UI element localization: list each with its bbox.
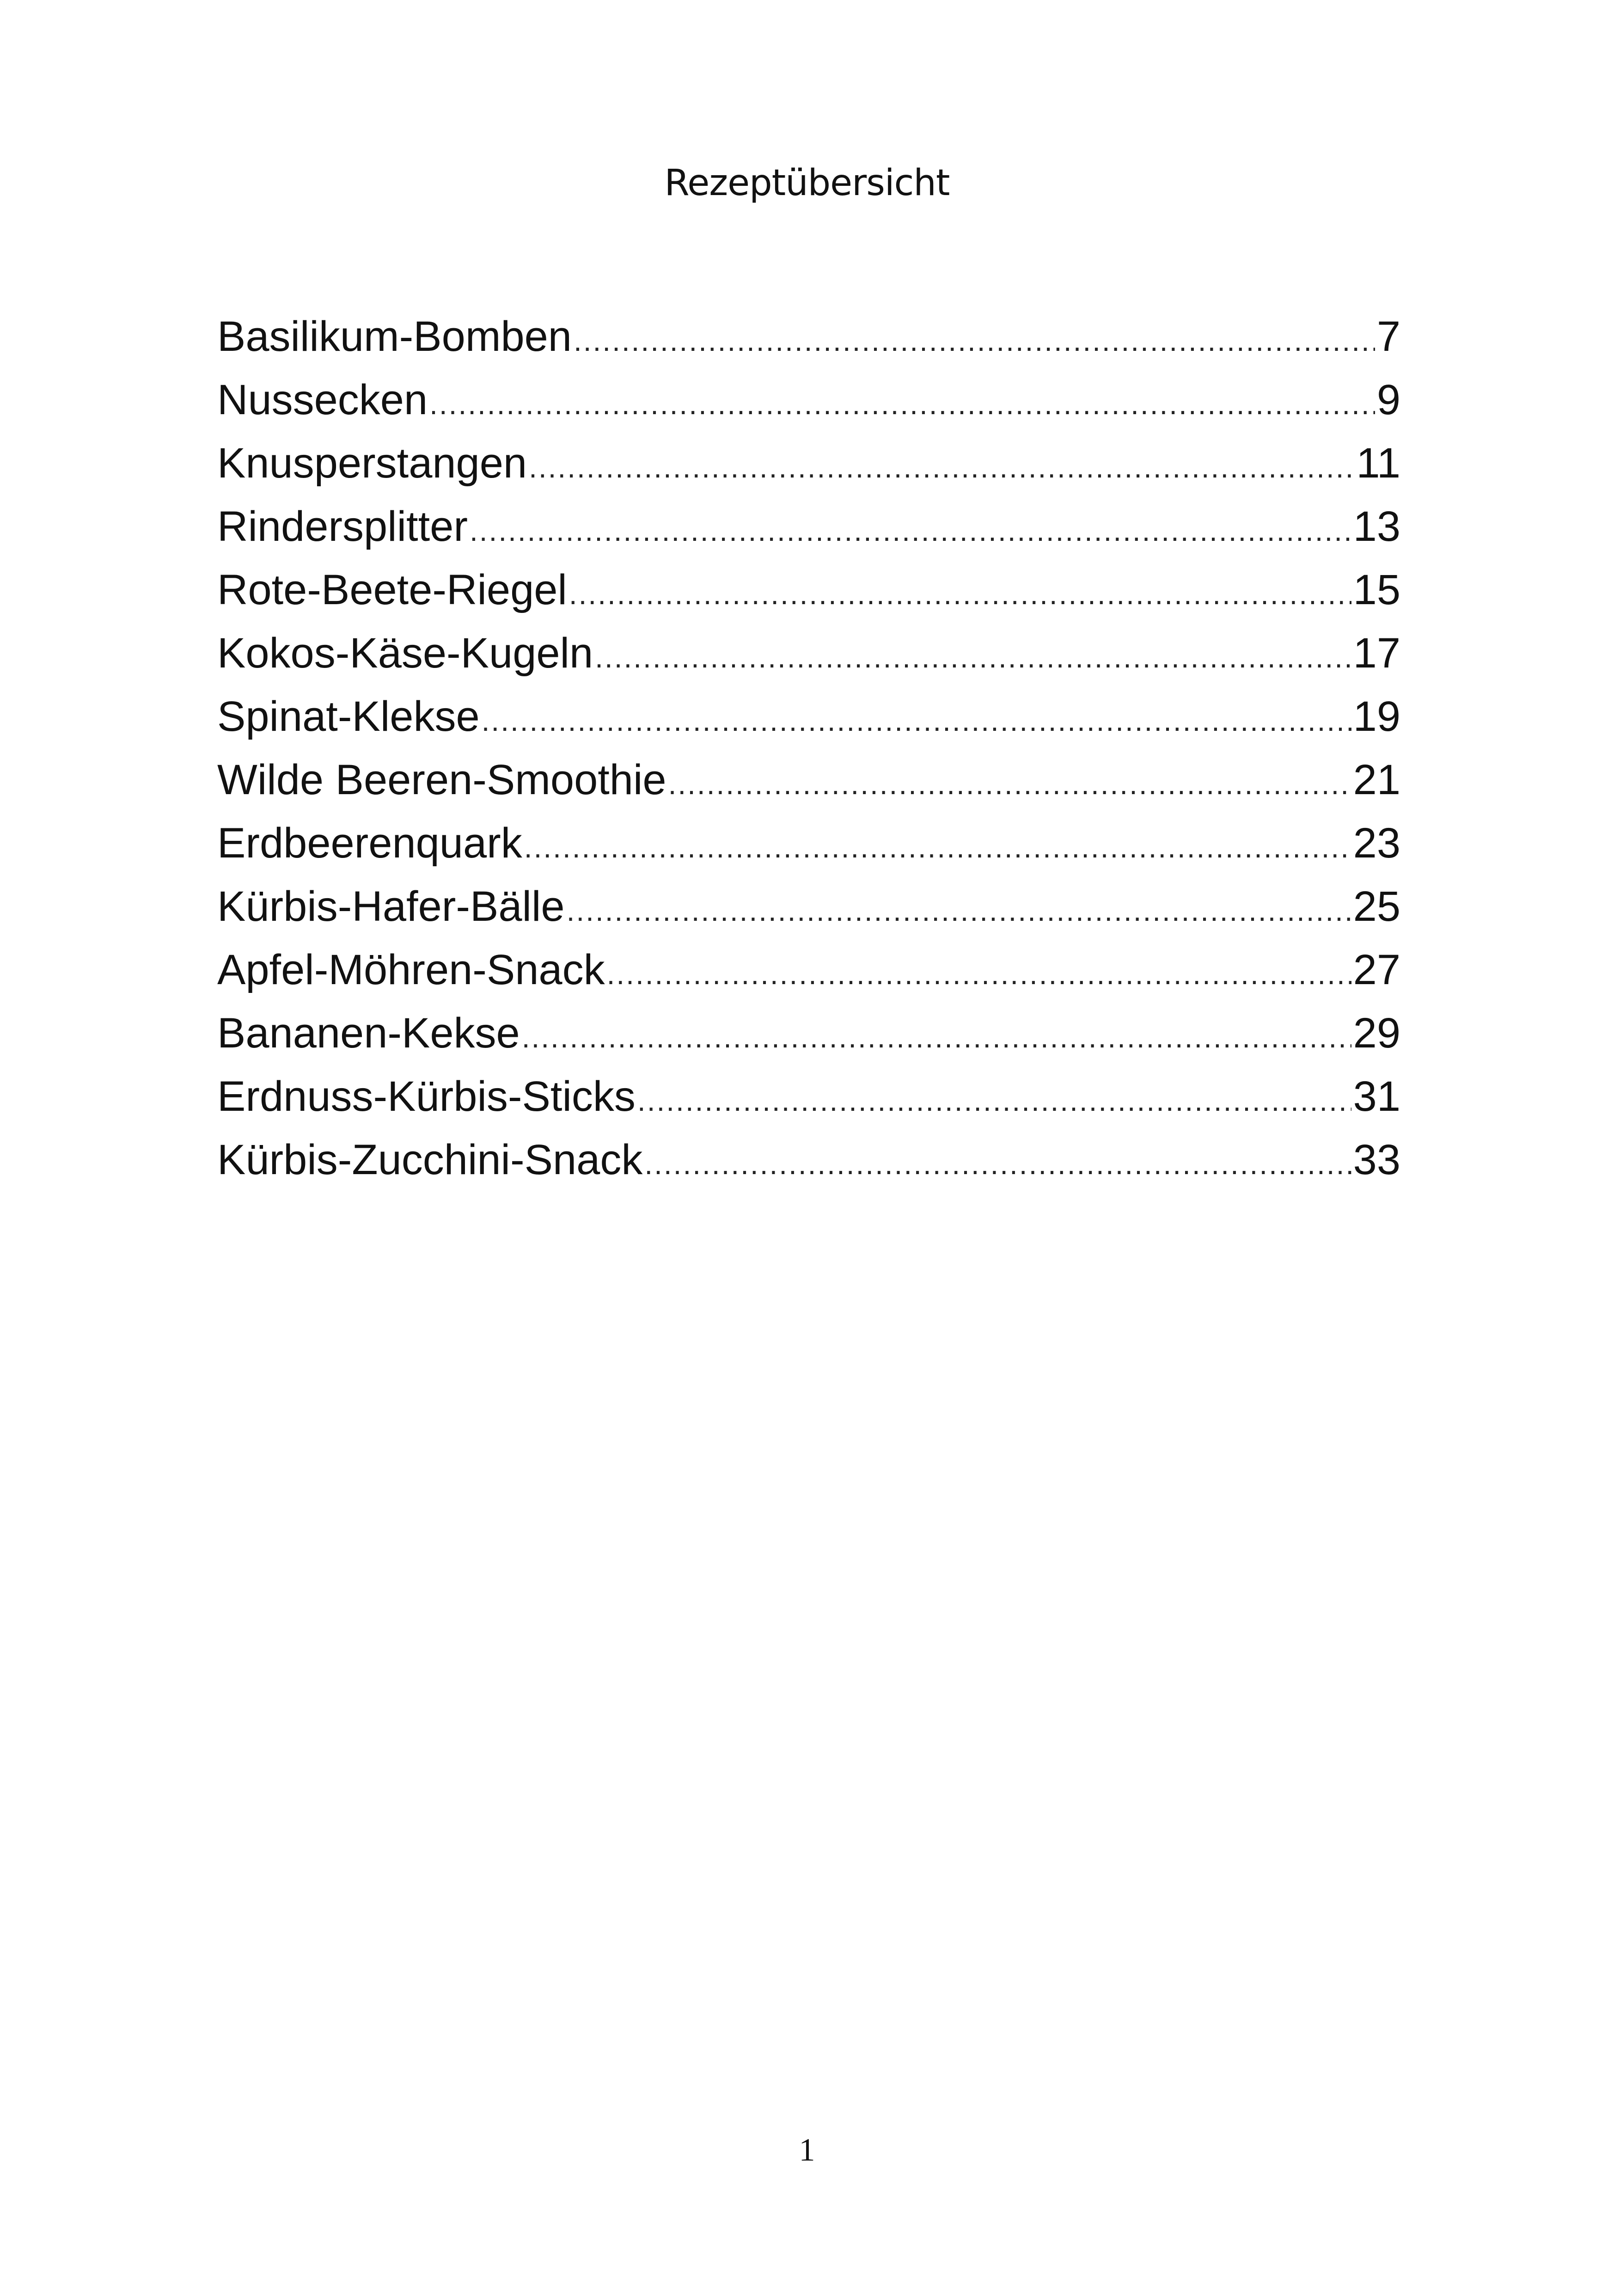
toc-dot-leader xyxy=(482,689,1351,748)
toc-entry xyxy=(217,622,1400,685)
table-of-contents xyxy=(217,305,1400,1192)
toc-entry-title: Erdnuss-Kürbis-Sticks xyxy=(217,1073,636,1120)
toc-entry-page: 27 xyxy=(1353,946,1400,993)
toc-dot-leader xyxy=(644,1133,1351,1192)
toc-dot-leader xyxy=(470,499,1351,558)
toc-entry-title: Rindersplitter xyxy=(217,503,468,550)
toc-dot-leader xyxy=(524,816,1351,875)
toc-entry xyxy=(217,748,1400,812)
toc-entry-page: 19 xyxy=(1353,693,1400,740)
toc-entry-page: 31 xyxy=(1353,1073,1400,1120)
toc-entry-title: Basilikum-Bomben xyxy=(217,313,572,360)
toc-entry-page: 17 xyxy=(1353,630,1400,677)
toc-entry-title: Nussecken xyxy=(217,376,428,423)
toc-entry xyxy=(217,812,1400,875)
toc-entry-page: 15 xyxy=(1353,566,1400,613)
toc-dot-leader xyxy=(637,1069,1351,1128)
toc-entry xyxy=(217,1002,1400,1065)
toc-entry xyxy=(217,1065,1400,1128)
toc-entry xyxy=(217,685,1400,748)
toc-entry xyxy=(217,1128,1400,1192)
toc-entry-page: 11 xyxy=(1356,440,1400,487)
page-title: Rezeptübersicht xyxy=(664,162,950,204)
toc-entry-page: 9 xyxy=(1376,376,1400,423)
toc-dot-leader xyxy=(522,1006,1351,1065)
toc-entry-title: Knusperstangen xyxy=(217,440,527,487)
toc-dot-leader xyxy=(574,309,1375,368)
toc-entry-page: 13 xyxy=(1353,503,1400,550)
toc-entry xyxy=(217,938,1400,1002)
toc-entry xyxy=(217,368,1400,432)
toc-entry-title: Spinat-Klekse xyxy=(217,693,480,740)
toc-entry-title: Kokos-Käse-Kugeln xyxy=(217,630,593,677)
toc-dot-leader xyxy=(595,626,1351,685)
toc-entry-page: 25 xyxy=(1353,883,1400,930)
toc-entry-title: Wilde Beeren-Smoothie xyxy=(217,756,666,803)
toc-dot-leader xyxy=(429,373,1375,432)
toc-entry-title: Kürbis-Zucchini-Snack xyxy=(217,1136,643,1183)
toc-entry xyxy=(217,875,1400,938)
toc-entry xyxy=(217,432,1400,495)
toc-dot-leader xyxy=(607,943,1351,1002)
toc-entry-title: Erdbeerenquark xyxy=(217,820,522,867)
toc-entry-page: 33 xyxy=(1353,1136,1400,1183)
toc-entry-page: 23 xyxy=(1353,820,1400,867)
toc-dot-leader xyxy=(668,753,1351,812)
toc-dot-leader xyxy=(529,436,1354,495)
toc-dot-leader xyxy=(569,563,1351,622)
toc-entry xyxy=(217,305,1400,368)
toc-entry-title: Bananen-Kekse xyxy=(217,1010,520,1057)
toc-entry-title: Rote-Beete-Riegel xyxy=(217,566,567,613)
toc-entry xyxy=(217,558,1400,622)
page-number: 1 xyxy=(799,2132,815,2168)
toc-entry-page: 7 xyxy=(1376,313,1400,360)
toc-entry-title: Kürbis-Hafer-Bälle xyxy=(217,883,565,930)
toc-entry xyxy=(217,495,1400,558)
toc-entry-page: 21 xyxy=(1353,756,1400,803)
toc-entry-title: Apfel-Möhren-Snack xyxy=(217,946,605,993)
toc-dot-leader xyxy=(567,879,1351,938)
toc-entry-page: 29 xyxy=(1353,1010,1400,1057)
